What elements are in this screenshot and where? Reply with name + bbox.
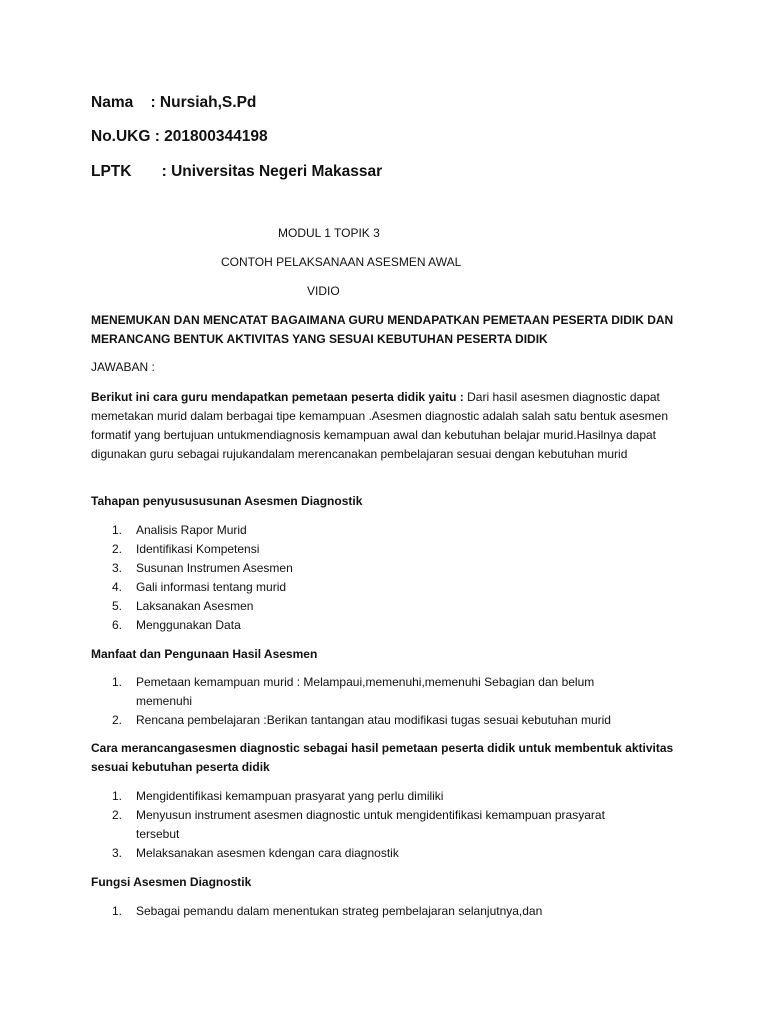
list-number: 3. bbox=[112, 846, 123, 860]
list-text: Menyusun instrument asesmen diagnostic untuk mengidentifikasi kemampuan prasyarat tersebut bbox=[136, 808, 605, 841]
cara-list bbox=[112, 787, 632, 863]
list-item bbox=[112, 578, 652, 597]
question-heading: MENEMUKAN DAN MENCATAT BAGAIMANA GURU MENDAPATKAN PEMETAAN PESERTA DIDIK DAN MERANCANG BENTUK AKTIVITAS YANG SESUAI KEBUTUHAN PESERTA DIDIK bbox=[91, 313, 674, 346]
header-ukg: No.UKG : 201800344198 bbox=[91, 128, 268, 145]
list-item bbox=[112, 616, 652, 635]
title-contoh: CONTOH PELAKSANAAN ASESMEN AWAL bbox=[221, 255, 462, 269]
list-text: Rencana pembelajaran :Berikan tantangan atau modifikasi tugas sesuai kebutuhan murid bbox=[136, 713, 611, 727]
list-text: Identifikasi Kompetensi bbox=[136, 542, 260, 556]
header-nama: Nama : Nursiah,S.Pd bbox=[91, 94, 257, 111]
cara-heading: Cara merancangasesmen diagnostic sebagai hasil pemetaan peserta didik untuk membentuk aktivitas sesuai kebutuhan peserta didik bbox=[91, 741, 674, 774]
tahapan-list bbox=[112, 521, 652, 635]
list-text: Analisis Rapor Murid bbox=[136, 523, 247, 537]
list-item bbox=[112, 844, 632, 863]
list-text: Sebagai pemandu dalam menentukan strateg pembelajaran selanjutnya,dan bbox=[136, 904, 543, 918]
list-text: Melaksanakan asesmen kdengan cara diagnostik bbox=[136, 846, 399, 860]
list-number: 5. bbox=[112, 599, 123, 613]
tahapan-heading: Tahapan penyusususunan Asesmen Diagnostik bbox=[91, 494, 363, 508]
list-item bbox=[112, 902, 672, 921]
list-item bbox=[112, 711, 632, 730]
fungsi-heading: Fungsi Asesmen Diagnostik bbox=[91, 875, 252, 889]
list-number: 1. bbox=[112, 904, 123, 918]
list-item bbox=[112, 787, 632, 806]
list-number: 1. bbox=[112, 523, 123, 537]
fungsi-list bbox=[112, 902, 672, 921]
list-item bbox=[112, 673, 632, 711]
intro-text: Dari hasil asesmen diagnostic dapat memetakan murid dalam berbagai tipe kemampuan .Asesmen diagnostic adalah salah satu bentuk asesmen formatif yang bertujuan untukmendiagnosis kemampuan awal dan kebutuhan belajar murid.Hasilnya dapat digunakan guru sebagai rujukandalam merencanakan pembelajaran sesuai dengan kebutuhan murid bbox=[91, 390, 668, 461]
intro-paragraph bbox=[91, 388, 683, 464]
list-text: Susunan Instrumen Asesmen bbox=[136, 561, 293, 575]
list-item bbox=[112, 806, 632, 844]
list-text: Menggunakan Data bbox=[136, 618, 241, 632]
manfaat-heading: Manfaat dan Pengunaan Hasil Asesmen bbox=[91, 647, 318, 661]
list-item bbox=[112, 521, 652, 540]
list-text: Gali informasi tentang murid bbox=[136, 580, 287, 594]
list-item bbox=[112, 597, 652, 616]
list-number: 2. bbox=[112, 713, 123, 727]
header-lptk: LPTK : Universitas Negeri Makassar bbox=[91, 163, 383, 180]
list-text: Mengidentifikasi kemampuan prasyarat yang perlu dimiliki bbox=[136, 789, 444, 803]
list-item bbox=[112, 540, 652, 559]
list-text: Laksanakan Asesmen bbox=[136, 599, 254, 613]
title-modul: MODUL 1 TOPIK 3 bbox=[278, 226, 380, 240]
list-number: 1. bbox=[112, 675, 123, 689]
list-item bbox=[112, 559, 652, 578]
intro-bold: Berikut ini cara guru mendapatkan pemetaan peserta didik yaitu : bbox=[91, 390, 464, 404]
list-number: 2. bbox=[112, 542, 123, 556]
title-vidio: VIDIO bbox=[307, 284, 340, 298]
list-number: 4. bbox=[112, 580, 123, 594]
list-text: Pemetaan kemampuan murid : Melampaui,memenuhi,memenuhi Sebagian dan belum memenuhi bbox=[136, 675, 595, 708]
list-number: 6. bbox=[112, 618, 123, 632]
list-number: 3. bbox=[112, 561, 123, 575]
manfaat-list bbox=[112, 673, 632, 730]
list-number: 1. bbox=[112, 789, 123, 803]
jawaban-label: JAWABAN : bbox=[91, 360, 155, 374]
list-number: 2. bbox=[112, 808, 123, 822]
